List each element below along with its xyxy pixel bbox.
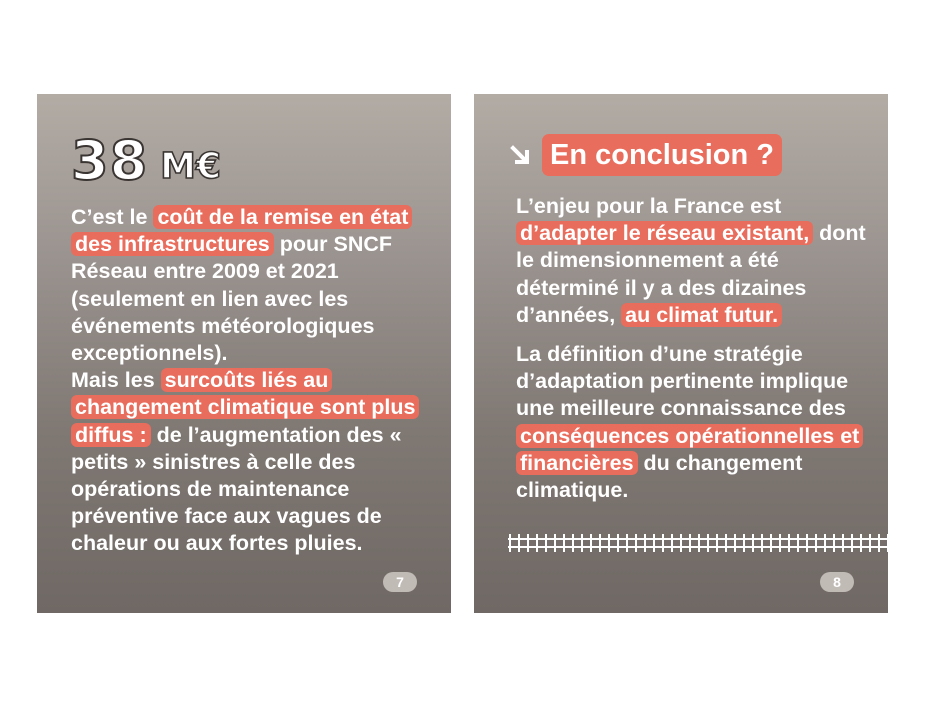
text-run: C’est le <box>71 205 154 229</box>
text-run: de l’augmentation des « petits » sinistres à celle des opérations de maintenance préventive face aux vagues de chaleur ou aux fortes pluies. <box>71 422 402 556</box>
text-run: dont le dimensionnement a été déterminé il y a des dizaines d’années, <box>516 221 866 327</box>
headline-figure <box>71 129 222 192</box>
text-run: du changement climatique. <box>516 450 803 503</box>
highlighted-text: au climat futur. <box>621 303 782 327</box>
figure-value: 38 <box>71 129 149 192</box>
highlighted-text: surcoûts liés au changement climatique sont plus diffus : <box>71 368 419 446</box>
text-run: La définition d’une stratégie d’adaptation pertinente implique une meilleure connaissance des <box>516 342 849 421</box>
heading-label: En conclusion ? <box>542 134 782 176</box>
body-text <box>516 193 876 504</box>
arrow-down-right-icon <box>508 143 532 167</box>
figure-unit: M€ <box>160 146 222 187</box>
text-run: pour SNCF Réseau entre 2009 et 2021 (seulement en lien avec les événements météorologiques exceptionnels). <box>71 232 393 366</box>
page-number-badge: 8 <box>820 572 854 592</box>
paragraph-2 <box>516 341 876 504</box>
highlighted-text: conséquences opérationnelles et financières <box>516 424 863 475</box>
text-run: Mais les <box>71 368 161 393</box>
text-run: L’enjeu pour la France est <box>516 194 782 218</box>
highlighted-text: d’adapter le réseau existant, <box>516 221 813 245</box>
highlighted-text: coût de la remise en état des infrastructures <box>71 205 412 256</box>
railway-track-icon <box>508 531 888 555</box>
body-text <box>71 204 441 558</box>
page-number-badge: 7 <box>383 572 417 592</box>
slide-page-7 <box>37 94 451 613</box>
section-heading <box>508 134 782 176</box>
paragraph-1 <box>516 193 876 329</box>
slide-page-8 <box>474 94 888 613</box>
